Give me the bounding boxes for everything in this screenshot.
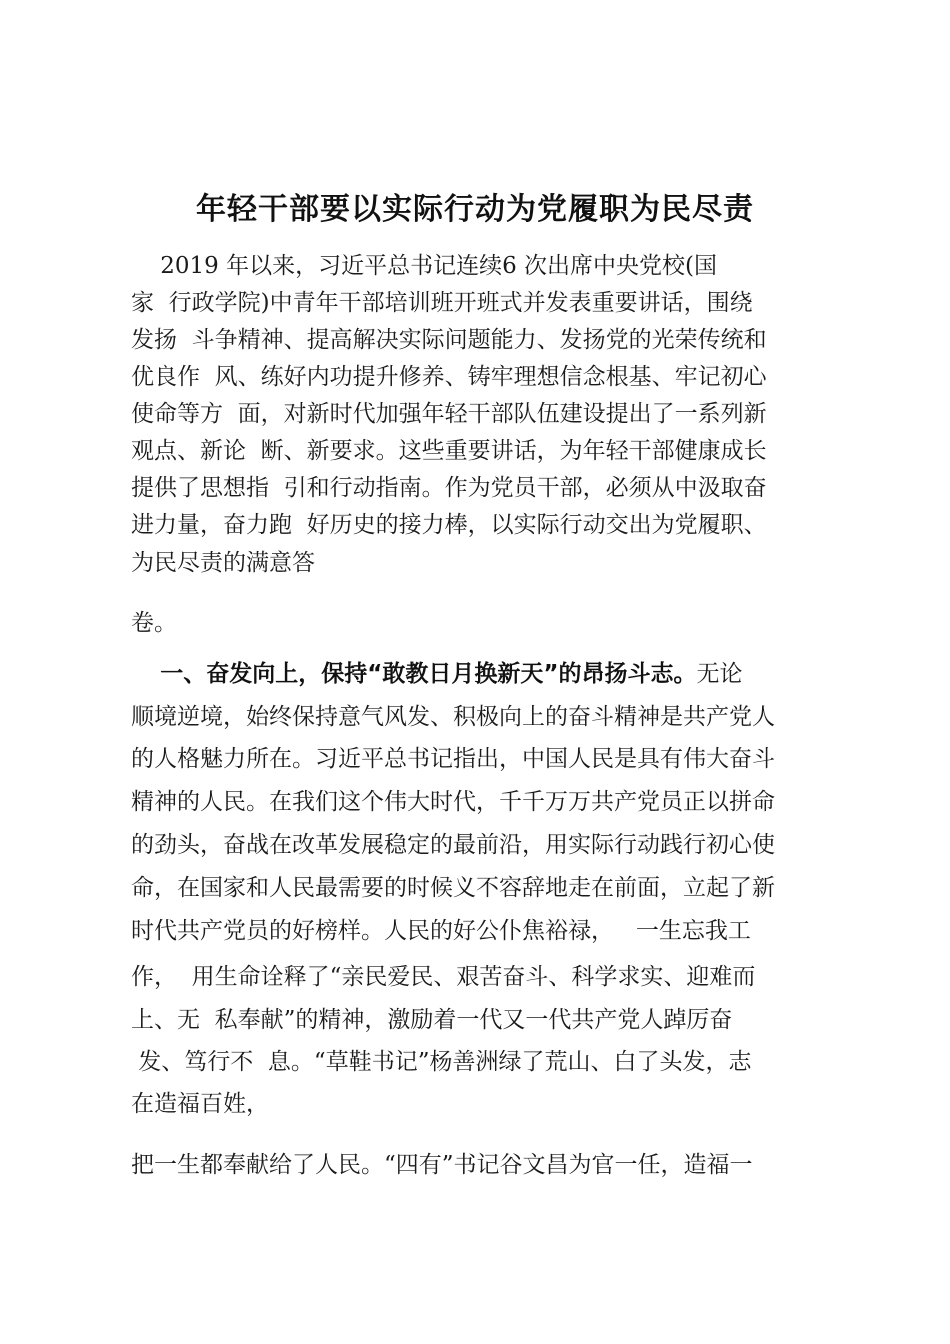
intro-line: 使命等方 面，对新时代加强年轻干部队伍建设提出了一系列新 bbox=[131, 401, 767, 427]
section1-heading: 一、奋发向上，保持“敢教日月换新天”的昂扬斗志。 bbox=[160, 661, 697, 687]
section1-line: 的劲头，奋战在改革发展稳定的最前沿，用实际行动践行初心使 bbox=[131, 832, 775, 858]
intro-line: 提供了思想指 引和行动指南。作为党员干部，必须从中汲取奋 bbox=[131, 475, 767, 501]
section1-heading-tail: 无论 bbox=[696, 661, 743, 687]
section1-line: 的人格魅力所在。习近平总书记指出，中国人民是具有伟大奋斗 bbox=[131, 746, 775, 772]
section1-line: 精神的人民。在我们这个伟大时代，千千万万共产党员正以拼命 bbox=[131, 789, 775, 815]
intro-line: 进力量，奋力跑 好历史的接力棒，以实际行动交出为党履职、 bbox=[131, 512, 767, 538]
section1-line: 在造福百姓， bbox=[131, 1091, 269, 1117]
intro-line: 优良作 风、练好内功提升修养、铸牢理想信念根基、牢记初心 bbox=[131, 364, 767, 390]
document-title: 年轻干部要以实际行动为党履职为民尽责 bbox=[196, 192, 754, 227]
section1-line: 时代共产党员的好榜样。人民的好公仆焦裕禄， 一生忘我工 bbox=[131, 918, 751, 944]
section1-line: 命，在国家和人民最需要的时候义不容辞地走在前面，立起了新 bbox=[131, 875, 775, 901]
section1-line: 发、笃行不 息。“草鞋书记”杨善洲绿了荒山、白了头发，志 bbox=[131, 1049, 752, 1075]
intro-line: 为民尽责的满意答 bbox=[131, 550, 315, 576]
section1-line: 把一生都奉献给了人民。“四有”书记谷文昌为官一任，造福一 bbox=[131, 1152, 753, 1178]
intro-line: 2019 年以来，习近平总书记连续6 次出席中央党校(国 bbox=[131, 253, 718, 279]
section1-line: 上、无 私奉献”的精神，激励着一代又一代共产党人踔厉奋 bbox=[131, 1007, 733, 1033]
section1-first-line bbox=[131, 659, 742, 689]
section1-line: 顺境逆境，始终保持意气风发、积极向上的奋斗精神是共产党人 bbox=[131, 704, 775, 730]
intro-line: 家 行政学院)中青年干部培训班开班式并发表重要讲话，围绕 bbox=[131, 290, 753, 316]
intro-line: 观点、新论 断、新要求。这些重要讲话，为年轻干部健康成长 bbox=[131, 438, 767, 464]
intro-line: 卷。 bbox=[131, 610, 177, 636]
intro-line: 发扬 斗争精神、提高解决实际问题能力、发扬党的光荣传统和 bbox=[131, 327, 767, 353]
section1-line: 作， 用生命诠释了“亲民爱民、艰苦奋斗、科学求实、迎难而 bbox=[131, 964, 756, 990]
